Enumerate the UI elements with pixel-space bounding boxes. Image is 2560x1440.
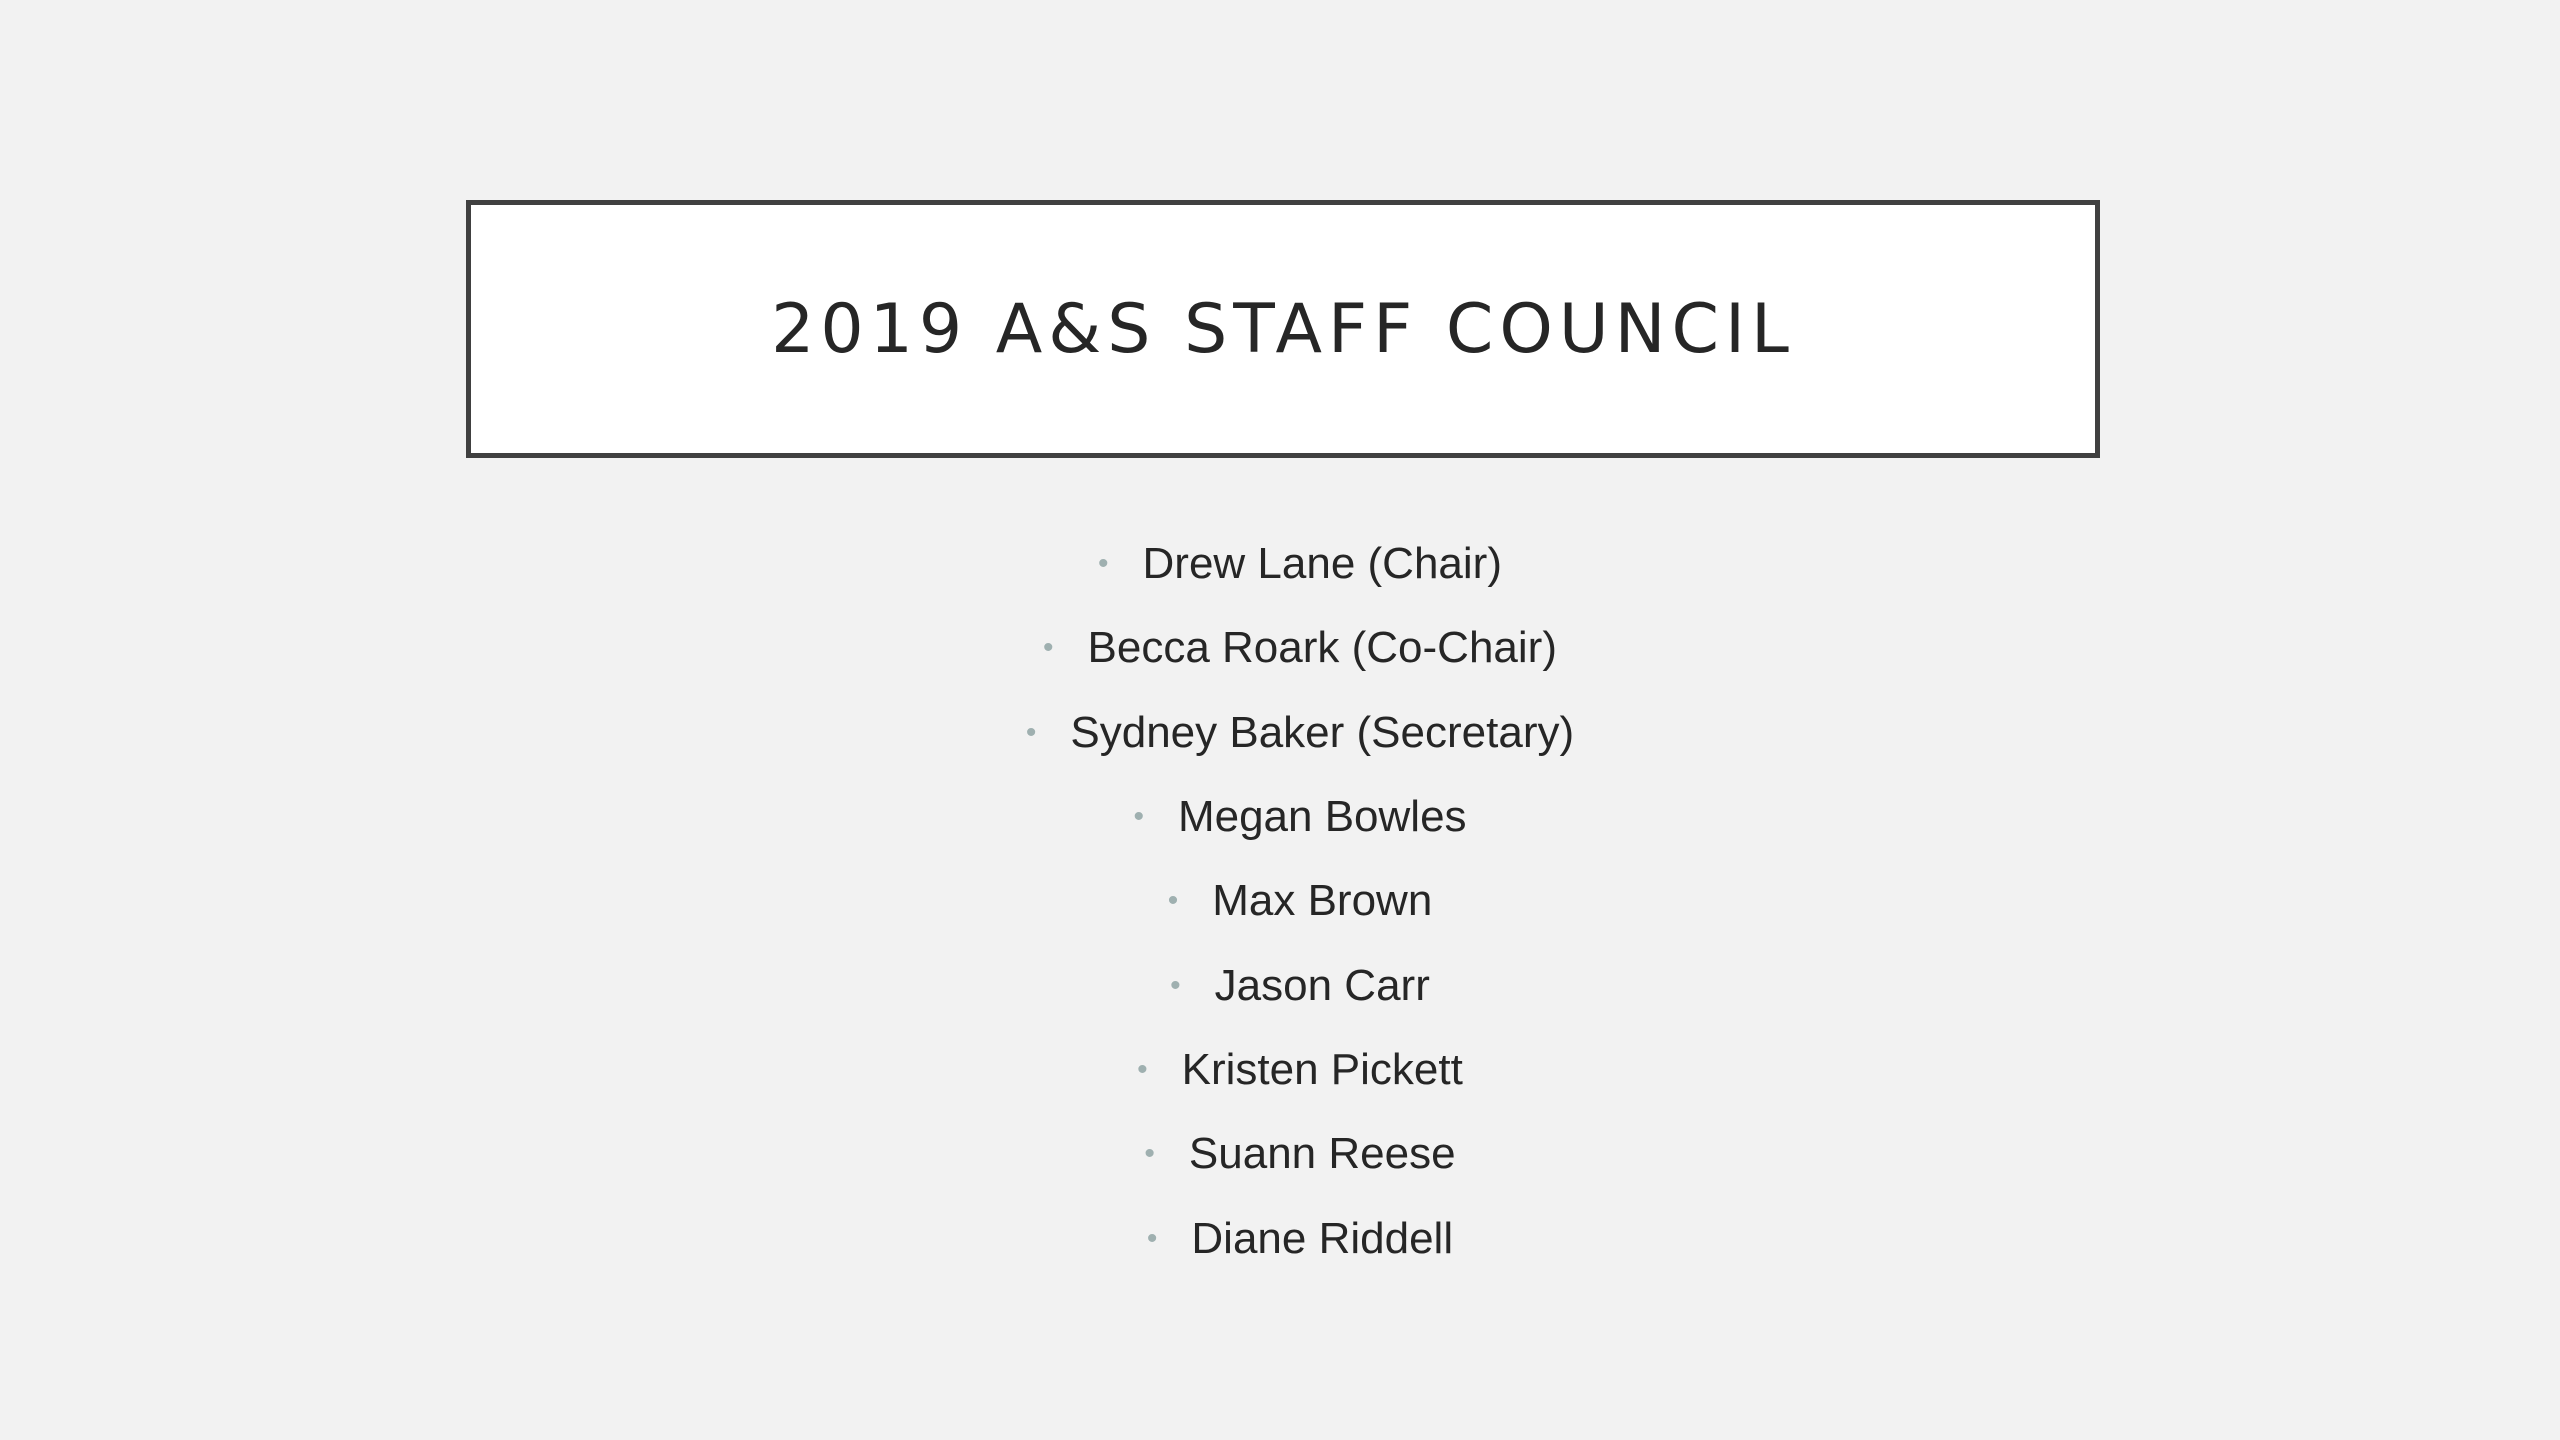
list-item — [0, 1112, 2560, 1196]
member-name: Jason Carr — [1214, 960, 1430, 1010]
member-list — [0, 522, 2560, 1281]
slide-title: 2019 A&S STAFF COUNCIL — [771, 289, 1795, 369]
member-name: Diane Riddell — [1191, 1213, 1454, 1263]
member-name: Kristen Pickett — [1181, 1044, 1463, 1094]
bullet-icon: • — [1133, 800, 1144, 834]
title-box — [466, 200, 2100, 458]
bullet-icon: • — [1167, 884, 1179, 918]
list-item — [0, 522, 2560, 606]
member-name: Sydney Baker (Secretary) — [1070, 707, 1575, 757]
member-name: Suann Reese — [1188, 1129, 1456, 1179]
member-name: Megan Bowles — [1177, 792, 1467, 842]
list-item — [0, 859, 2560, 943]
list-item — [0, 1196, 2560, 1280]
list-item — [0, 691, 2560, 775]
bullet-icon: • — [1170, 968, 1181, 1002]
member-name: Max Brown — [1212, 876, 1433, 926]
list-item — [0, 606, 2560, 690]
list-item — [0, 775, 2560, 859]
member-name: Becca Roark (Co-Chair) — [1087, 623, 1557, 673]
member-name: Drew Lane (Chair) — [1142, 539, 1502, 589]
list-item — [0, 943, 2560, 1027]
bullet-icon: • — [1098, 547, 1109, 581]
bullet-icon: • — [1146, 1221, 1158, 1255]
bullet-icon: • — [1043, 631, 1054, 665]
bullet-icon: • — [1025, 715, 1037, 749]
bullet-icon: • — [1144, 1137, 1155, 1171]
list-item — [0, 1028, 2560, 1112]
bullet-icon: • — [1137, 1052, 1148, 1086]
